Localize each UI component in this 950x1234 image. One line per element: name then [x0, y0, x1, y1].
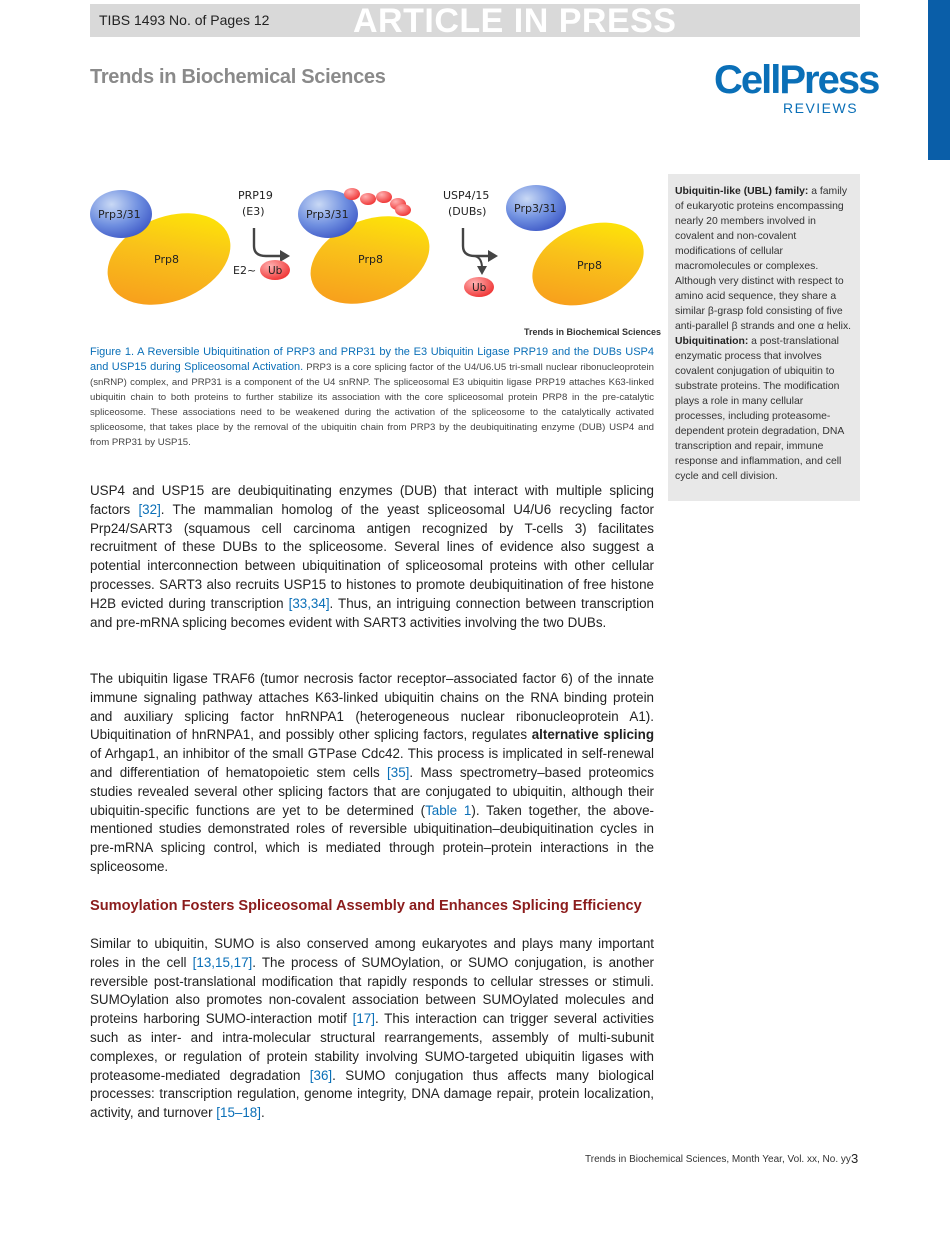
citation-link[interactable]: [17]: [352, 1011, 375, 1027]
citation-link[interactable]: [32]: [138, 501, 161, 517]
glossary-term: Ubiquitin-like (UBL) family:: [675, 186, 809, 197]
glossary-definition: a post-translational enzymatic process that involves covalent conjugation of ubiquitin to substrate proteins. The modification plays a role in many cellular processes, including proteasome-dependent protein degradation, DNA transcription and repair, immune response and inflammation, and cell cycle and cell division.: [675, 336, 844, 482]
citation-link[interactable]: [33,34]: [288, 595, 330, 611]
ub-chain-5: [395, 204, 411, 216]
dubs-label: (DUBs): [448, 205, 487, 218]
deubiquitination-arrowhead: [488, 250, 498, 262]
cellpress-logo: CellPress: [714, 58, 879, 102]
citation-link[interactable]: [15–18]: [216, 1105, 261, 1121]
prp3-31-label-2: Prp3/31: [306, 208, 349, 221]
caption-title: Figure 1. A Reversible Ubiquitination of PRP3 and PRP31 by the E3 Ubiquitin Ligase PRP19 and the DUBs USP4 and USP15 during Spliceosomal Activation.: [90, 346, 654, 373]
article-meta: TIBS 1493 No. of Pages 12: [99, 12, 270, 28]
paragraph-sumo: [90, 935, 654, 1123]
caption-text: PRP3 is a core splicing factor of the U4/U6.U5 tri-small nuclear ribonucleoprotein (snRNP) complex, and PRP31 is a component of the U4 snRNP. The spliceosomal E3 ubiquitin ligase PRP19 attaches K63-linked ubiquitin chain to both proteins to further stabilize its association with the core spliceosomal protein PRP8 in the pre-catalytic spliceosome. These associations need to be weakened during the activation of the spliceosome to the catalytically activated spliceosome, that takes place by the removal of the ubiquitin chain from PRP3 by the deubiquitinating enzyme (DUB) USP4 and from PRP31 by USP15.: [90, 362, 654, 448]
text-run: . The mammalian homolog of the yeast spliceosomal U4/U6 recycling factor Prp24/SART3 (squamous cell carcinoma antigen recognized by T-cells 3) facilitates recruitment of these DUBs to the spliceosome. Several lines of evidence also suggest a potential interconnection between ubiquitination of spliceosomal proteins with other cellular processes. SART3 also recruits USP15 to histones to promote deubiquitination of free histone H2B evicted during transcription: [90, 501, 655, 611]
text-run: . This interaction can trigger several activities such as inter- and intra-molecular structural rearrangements, assembly of multi-subunit complexes, or regulation of protein stability involving SUMO-targeted ubiquitin ligases with proteasome-mediated degradation: [90, 1011, 655, 1083]
article-in-press-banner: ARTICLE IN PRESS: [353, 2, 677, 40]
glossary-term: Ubiquitination:: [675, 336, 749, 347]
ub-chain-3: [376, 191, 392, 203]
glossary-box: [668, 174, 860, 501]
prp3-31-label-3: Prp3/31: [514, 202, 557, 215]
ub-label-e2: Ub: [268, 265, 283, 277]
text-run: . Thus, an intriguing connection between transcription and pre-mRNA splicing becomes evident with SART3 activities involving the two DUBs.: [90, 595, 654, 630]
text-run: . Mass spectrometry–based proteomics studies revealed several other splicing factors that are conjugated to ubiquitin, although their ubiquitin-specific functions are yet to be determined (: [90, 764, 654, 818]
ub-release-arrowhead: [477, 266, 487, 275]
text-run: USP4 and USP15 are deubiquitinating enzymes (DUB) that interact with multiple splicing factors: [90, 483, 654, 517]
e3-label: (E3): [242, 205, 265, 218]
text-run: . The process of SUMOylation, or SUMO conjugation, is another reversible post-translational modification that rapidly responds to cellular stresses or stimuli. SUMOylation also promotes non-covalent association between SUMOylated molecules and proteins harboring SUMO-interaction motif: [90, 954, 654, 1027]
citation-link[interactable]: [36]: [309, 1067, 333, 1083]
ub-chain-2: [360, 193, 376, 205]
table-link[interactable]: Table 1: [425, 802, 472, 818]
ub-label-released: Ub: [472, 282, 487, 294]
usp-label: USP4/15: [443, 189, 490, 202]
ligation-arrowhead: [280, 250, 290, 262]
footer-citation: Trends in Biochemical Sciences, Month Year, Vol. xx, No. yy: [585, 1154, 851, 1165]
figure-1-diagram: [90, 180, 655, 340]
text-run: . SUMO conjugation thus affects many biological processes: transcription regulation, genome integrity, DNA damage repair, protein localization, activity, and turnover: [90, 1067, 654, 1121]
text-run: of Arhgap1, an inhibitor of the small GTPase Cdc42. This process is implicated in self-renewal and differentiation of hematopoietic stem cells: [90, 746, 654, 780]
glossary-entry: [675, 184, 853, 334]
prp8-label-3: Prp8: [577, 259, 602, 272]
citation-link[interactable]: [13,15,17]: [192, 954, 253, 970]
prp3-31-label-1: Prp3/31: [98, 208, 141, 221]
figure-caption: [90, 345, 654, 450]
figure-credit: Trends in Biochemical Sciences: [524, 327, 662, 337]
glossary-term-inline: alternative splicing: [531, 727, 654, 743]
side-tab: [928, 0, 950, 160]
page-number: 3: [851, 1151, 859, 1166]
ub-chain-1: [344, 188, 360, 200]
ligation-arrow: [254, 228, 282, 256]
text-run: .: [260, 1105, 265, 1121]
section-heading: Sumoylation Fosters Spliceosomal Assembly and Enhances Splicing Efficiency: [90, 898, 642, 914]
text-run: The ubiquitin ligase TRAF6 (tumor necrosis factor receptor–associated factor 6) of the innate immune signaling pathway attaches K63-linked ubiquitin chains on the RNA binding protein and auxiliary splicing factor hnRNPA1 (heterogeneous nuclear ribonucleoprotein A1). Ubiquitination of hnRNPA1, and possibly other splicing factors, regulates: [90, 671, 654, 743]
cellpress-logo-reviews: REVIEWS: [783, 100, 859, 116]
journal-title: Trends in Biochemical Sciences: [90, 66, 386, 88]
text-run: Similar to ubiquitin, SUMO is also conserved among eukaryotes and plays many important roles in the cell: [90, 936, 654, 970]
header-bar: [90, 2, 860, 40]
paragraph-usp: [90, 482, 654, 632]
text-run: ). Taken together, the above-mentioned studies demonstrated roles of reversible ubiquitination–deubiquitination cycles in pre-mRNA splicing control, which is mediated through protein–protein interactions in the spliceosome.: [90, 802, 654, 874]
glossary-definition: a family of eukaryotic proteins encompassing nearly 20 members involved in covalent and non-covalent modifications of cellular macromolecules or complexes. Although very distinct with respect to amino acid sequence, they share a similar β-grasp fold consisting of five anti-parallel β strands and one α helix.: [675, 186, 852, 332]
prp19-label: PRP19: [238, 189, 273, 202]
e2-label: E2~: [233, 264, 257, 277]
prp8-label-2: Prp8: [358, 253, 383, 266]
deubiquitination-arrow: [463, 228, 490, 256]
glossary-entry: [675, 334, 853, 484]
paragraph-traf6: [90, 670, 654, 877]
prp8-label-1: Prp8: [154, 253, 179, 266]
citation-link[interactable]: [35]: [387, 764, 410, 780]
